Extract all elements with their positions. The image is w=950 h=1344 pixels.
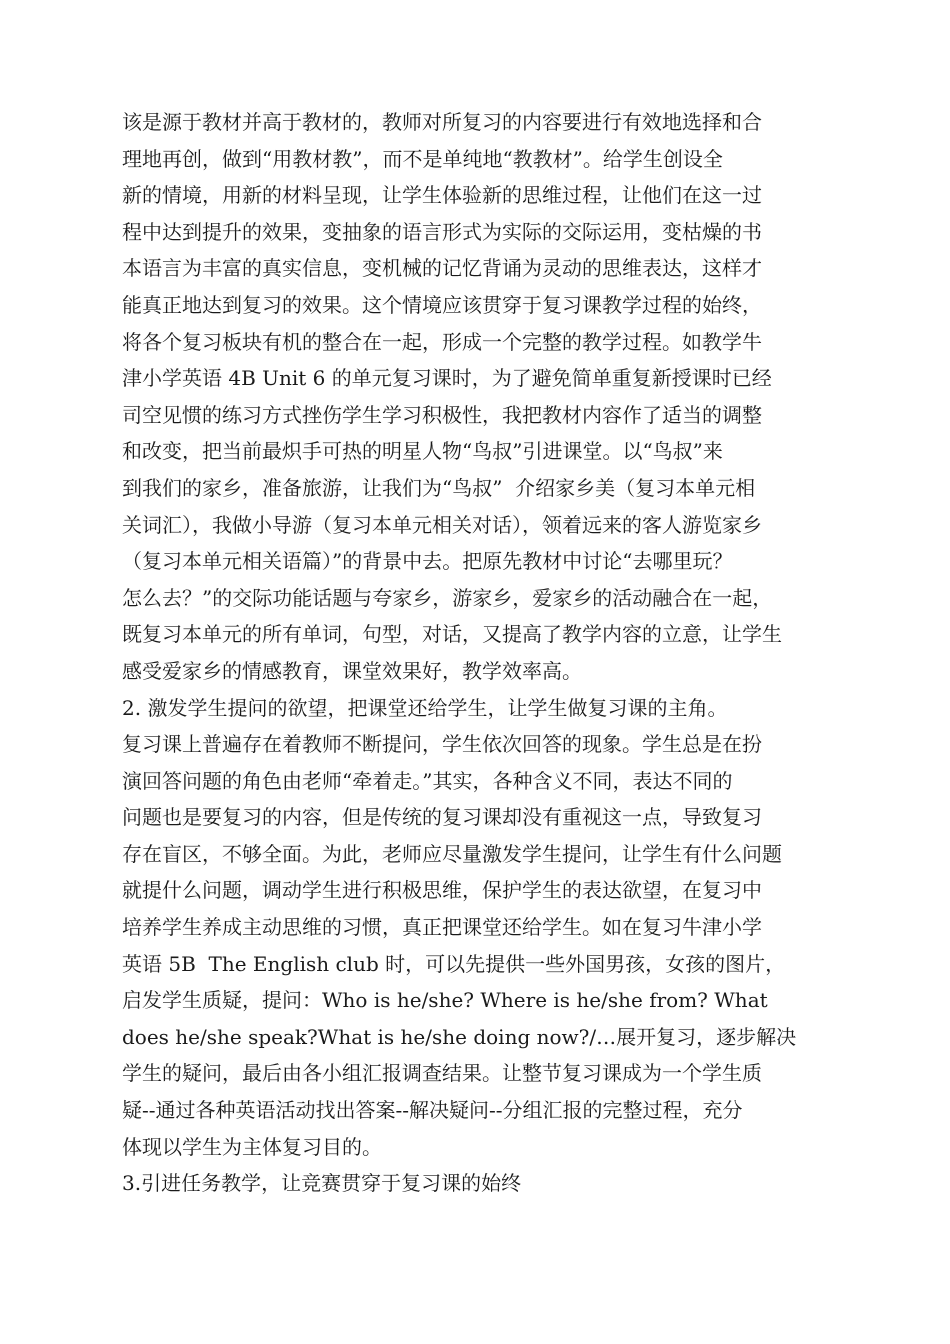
text-line: 体现以学生为主体复习目的。 [122, 1134, 382, 1159]
text-line: 理地再创，做到“用教材教”，而不是单纯地“教教材”。给学生创设全 [122, 146, 723, 171]
text-line: 既复习本单元的所有单词，句型，对话，又提高了教学内容的立意，让学生 [122, 622, 782, 647]
text-line: 到我们的家乡，准备旅游，让我们为“鸟叔” 介绍家乡美（复习本单元相 [122, 475, 756, 500]
section-heading-2: 2. 激发学生提问的欲望，把课堂还给学生，让学生做复习课的主角。 [122, 695, 728, 720]
text-line: does he/she speak?What is he/she doing now?/…展开复习，逐步解决 [122, 1024, 797, 1049]
text-line: （复习本单元相关语篇）”的背景中去。把原先教材中讨论“去哪里玩？ [122, 549, 733, 574]
text-line: 能真正地达到复习的效果。这个情境应该贯穿于复习课教学过程的始终， [122, 292, 762, 317]
text-line: 疑--通过各种英语活动找出答案--解决疑问--分组汇报的完整过程，充分 [122, 1098, 743, 1123]
text-line: 司空见惯的练习方式挫伤学生学习积极性，我把教材内容作了适当的调整 [122, 402, 762, 427]
text-line: 存在盲区，不够全面。为此，老师应尽量激发学生提问，让学生有什么问题 [122, 841, 782, 866]
text-line: 感受爱家乡的情感教育，课堂效果好，教学效率高。 [122, 658, 582, 683]
text-line: 复习课上普遍存在着教师不断提问，学生依次回答的现象。学生总是在扮 [122, 732, 762, 757]
text-line: 英语 5B The English club 时，可以先提供一些外国男孩，女孩的图片， [122, 951, 786, 976]
text-line: 问题也是要复习的内容，但是传统的复习课却没有重视这一点，导致复习 [122, 805, 762, 830]
text-line: 演回答问题的角色由老师“牵着走。”其实，各种含义不同，表达不同的 [122, 768, 733, 793]
text-line: 新的情境，用新的材料呈现，让学生体验新的思维过程，让他们在这一过 [122, 183, 762, 208]
text-line: 关词汇），我做小导游（复习本单元相关对话），领着远来的客人游览家乡 [122, 512, 762, 537]
text-line: 怎么去？”的交际功能话题与夸家乡，游家乡，爱家乡的活动融合在一起， [122, 585, 773, 610]
text-line: 该是源于教材并高于教材的，教师对所复习的内容要进行有效地选择和合 [122, 110, 762, 134]
text-line: 和改变，把当前最炽手可热的明星人物“鸟叔”引进课堂。以“鸟叔”来 [122, 439, 723, 464]
text-line: 启发学生质疑，提问：Who is he/she? Where is he/she from? What [122, 988, 768, 1013]
text-line: 本语言为丰富的真实信息，变机械的记忆背诵为灵动的思维表达，这样才 [122, 256, 762, 281]
section-heading-3: 3.引进任务教学，让竞赛贯穿于复习课的始终 [122, 1171, 522, 1196]
text-line: 程中达到提升的效果，变抽象的语言形式为实际的交际运用，变枯燥的书 [122, 219, 762, 244]
text-line: 津小学英语 4B Unit 6 的单元复习课时，为了避免简单重复新授课时已经 [122, 366, 772, 391]
body-text [122, 104, 842, 1202]
text-line: 将各个复习板块有机的整合在一起，形成一个完整的教学过程。如教学牛 [122, 329, 762, 354]
text-line: 培养学生养成主动思维的习惯，真正把课堂还给学生。如在复习牛津小学 [122, 915, 762, 940]
text-line: 学生的疑问，最后由各小组汇报调查结果。让整节复习课成为一个学生质 [122, 1061, 762, 1086]
text-line: 就提什么问题，调动学生进行积极思维，保护学生的表达欲望，在复习中 [122, 878, 762, 903]
